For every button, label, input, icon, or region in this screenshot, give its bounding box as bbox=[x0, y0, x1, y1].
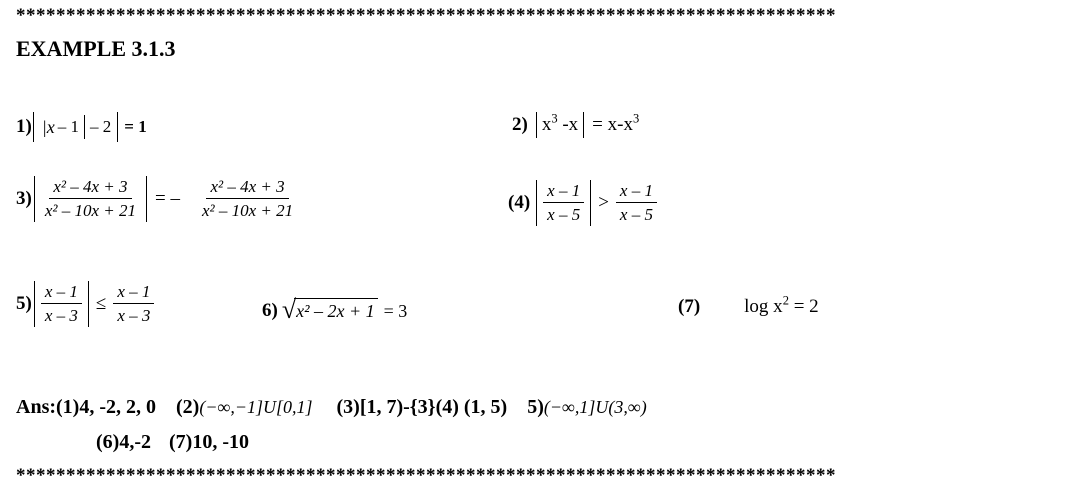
problem-6-radicand: x² – 2x + 1 bbox=[294, 298, 378, 324]
problem-6 bbox=[262, 295, 408, 324]
problem-6-label: 6) bbox=[262, 300, 278, 321]
answer-3-label: (3) bbox=[336, 396, 360, 418]
problem-7-label: (7) bbox=[678, 296, 701, 317]
problem-2-lhs: $x^3$ -x bbox=[541, 111, 579, 135]
problem-5-numerator: x – 1 bbox=[41, 281, 82, 304]
problem-1-inner-left-bar-x: |x bbox=[41, 116, 55, 137]
problem-3-numerator: x² – 4x + 3 bbox=[49, 176, 131, 199]
problem-2 bbox=[512, 112, 639, 138]
problem-5-denominator: x – 3 bbox=[44, 306, 78, 326]
problem-2-rhs: = $x-x^3$ bbox=[592, 111, 640, 135]
answer-6: 4,-2 bbox=[119, 431, 151, 453]
answer-2-label: (2) bbox=[176, 396, 200, 418]
problem-6-radical bbox=[281, 295, 378, 324]
answer-7-label: (7) bbox=[169, 431, 193, 453]
answer-4: (1, 5) bbox=[463, 396, 508, 418]
problem-3-denominator: x² – 10x + 21 bbox=[44, 201, 136, 221]
answer-5: (−∞,1]U(3,∞) bbox=[543, 397, 647, 417]
problem-1-inner-term: – 1 bbox=[57, 117, 80, 136]
problem-5-fraction-right bbox=[113, 281, 154, 327]
problem-4-numerator: x – 1 bbox=[543, 180, 584, 203]
problem-3-label: 3) bbox=[16, 187, 32, 209]
problem-1-label: 1) bbox=[16, 116, 32, 137]
answer-6-label: (6) bbox=[96, 431, 120, 453]
problem-1-inner-abs bbox=[40, 115, 85, 139]
problem-3-fraction-left bbox=[41, 176, 140, 222]
answer-4-label: (4) bbox=[435, 396, 459, 418]
problem-7 bbox=[678, 293, 819, 318]
problem-3 bbox=[16, 176, 297, 222]
problem-6-equals: = 3 bbox=[383, 300, 408, 321]
problem-5-operator: ≤ bbox=[95, 292, 107, 314]
page-title: EXAMPLE 3.1.3 bbox=[16, 36, 176, 61]
problem-5-label: 5) bbox=[16, 292, 32, 314]
problem-4-rhs-numerator: x – 1 bbox=[616, 180, 657, 203]
problem-2-label: 2) bbox=[512, 114, 528, 135]
answers-line-2 bbox=[96, 431, 249, 454]
problem-4-abs bbox=[536, 180, 591, 226]
answer-1: 4, -2, 2, 0 bbox=[79, 396, 157, 418]
answer-3: [1, 7)-{3} bbox=[359, 396, 436, 418]
problem-4-operator: > bbox=[598, 191, 609, 213]
problem-5 bbox=[16, 281, 154, 327]
problem-4-rhs-denominator: x – 5 bbox=[619, 205, 653, 225]
problem-3-operator: = – bbox=[155, 187, 180, 209]
problem-5-fraction-left bbox=[41, 281, 82, 327]
answer-5-label: 5) bbox=[527, 396, 544, 418]
problem-5-rhs-numerator: x – 1 bbox=[113, 281, 154, 304]
problem-3-fraction-right bbox=[198, 176, 297, 222]
separator-rule-top: ********************************************************************************** bbox=[16, 6, 836, 25]
problem-3-abs bbox=[34, 176, 147, 222]
problem-4-label: (4) bbox=[508, 191, 531, 213]
problem-4 bbox=[508, 180, 657, 226]
problem-4-fraction-right bbox=[616, 180, 657, 226]
problem-3-rhs-denominator: x² – 10x + 21 bbox=[201, 201, 294, 221]
problem-4-fraction-left bbox=[543, 180, 584, 226]
problem-5-rhs-denominator: x – 3 bbox=[117, 306, 151, 326]
answers-line-1 bbox=[16, 396, 647, 419]
answer-2: (−∞,−1]U[0,1] bbox=[199, 397, 313, 417]
problem-1-outer-abs bbox=[33, 112, 118, 142]
problem-2-abs bbox=[536, 112, 584, 138]
problem-1-equals: = 1 bbox=[124, 117, 147, 136]
problem-3-rhs-numerator: x² – 4x + 3 bbox=[206, 176, 288, 199]
answer-7: 10, -10 bbox=[192, 431, 249, 453]
problem-5-abs bbox=[34, 281, 89, 327]
answers-prefix: Ans:(1) bbox=[16, 396, 80, 418]
radical-icon: √ bbox=[281, 295, 297, 324]
problem-4-denominator: x – 5 bbox=[547, 205, 581, 225]
separator-rule-bottom: ********************************************************************************** bbox=[16, 466, 836, 485]
problem-1-minus-two: – 2 bbox=[90, 117, 112, 136]
problem-1 bbox=[16, 112, 147, 142]
problem-7-expression: $\log x^2 = 2$ bbox=[744, 293, 819, 317]
